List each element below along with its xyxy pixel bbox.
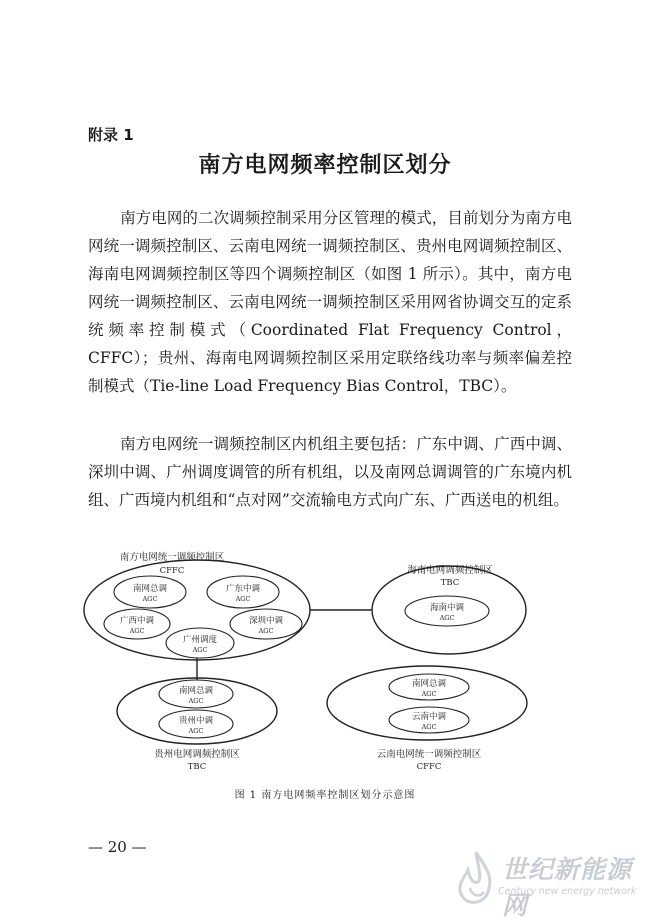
unit-agc-hainan: AGC: [439, 614, 455, 622]
unit-name-hainan: 海南中调: [429, 603, 465, 613]
appendix-label: 附录 1: [88, 126, 134, 144]
page-title: 南方电网频率控制区划分: [198, 153, 452, 178]
unit-name-guangzhou: 广州调度: [182, 635, 218, 645]
unit-name-guangdong: 广东中调: [225, 584, 261, 594]
page-number: — 20 —: [88, 838, 147, 856]
unit-agc-zongdiao: AGC: [142, 595, 158, 603]
unit-agc-guangzhou: AGC: [192, 646, 208, 654]
unit-name-zongdiao: 南网总调: [132, 584, 168, 594]
unit-name-guangxi: 广西中调: [119, 616, 155, 626]
flame-icon: [450, 848, 502, 912]
unit-name-shenzhen: 深圳中调: [248, 616, 284, 626]
unit-name-yunnan-zongdiao: 南网总调: [411, 679, 447, 689]
unit-agc-guangxi: AGC: [129, 627, 145, 635]
region-name-nanwang: 南方电网统一调频控制区: [119, 552, 225, 563]
watermark-subtitle: Century new energy network: [498, 886, 637, 897]
watermark-logo: [450, 848, 645, 920]
unit-agc-guizhou-zongdiao: AGC: [188, 697, 204, 705]
unit-agc-shenzhen: AGC: [258, 627, 274, 635]
region-mode-yunnan: CFFC: [416, 762, 442, 772]
unit-agc-guangdong: AGC: [235, 595, 251, 603]
region-name-hainan: 海南电网调频控制区: [407, 565, 493, 576]
watermark-title: 世纪新能源网: [502, 855, 633, 920]
unit-name-guizhou-zongdiao: 南网总调: [178, 686, 214, 696]
paragraph-1-text: 南方电网的二次调频控制采用分区管理的模式，目前划分为南方电网统一调频控制区、云南电网统一调频控制区、贵州电网调频控制区、海南电网调频控制区等四个调频控制区（如图 1 所示）。其中，南方电网统一调频控制区、云南电网统一调频控制区采用网省协调交互的定系统频率控制模式（Coordinated Flat Frequency Control，CFFC）；贵州、海南电网调频控制区采用定联络线功率与频率偏差控制模式（Tie-line Load Frequency Bias Control，TBC）。: [88, 209, 572, 395]
region-mode-nanwang: CFFC: [159, 566, 185, 576]
paragraph-2-text: 南方电网统一调频控制区内机组主要包括：广东中调、广西中调、深圳中调、广州调度调管的所有机组，以及南网总调调管的广东境内机组、广西境内机组和“点对网”交流输电方式向广东、广西送电的机组。: [88, 435, 572, 509]
figure-caption: 图 1 南方电网频率控制区划分示意图: [234, 790, 416, 801]
region-mode-guizhou: TBC: [187, 762, 207, 772]
unit-agc-yunnan: AGC: [421, 723, 437, 731]
unit-agc-yunnan-zongdiao: AGC: [421, 690, 437, 698]
unit-agc-guizhou: AGC: [188, 727, 204, 735]
region-mode-hainan: TBC: [440, 578, 460, 588]
unit-name-yunnan: 云南中调: [411, 712, 447, 722]
region-name-guizhou: 贵州电网调频控制区: [154, 749, 240, 760]
region-name-yunnan: 云南电网统一调频控制区: [376, 749, 482, 760]
unit-name-guizhou: 贵州中调: [178, 716, 214, 726]
